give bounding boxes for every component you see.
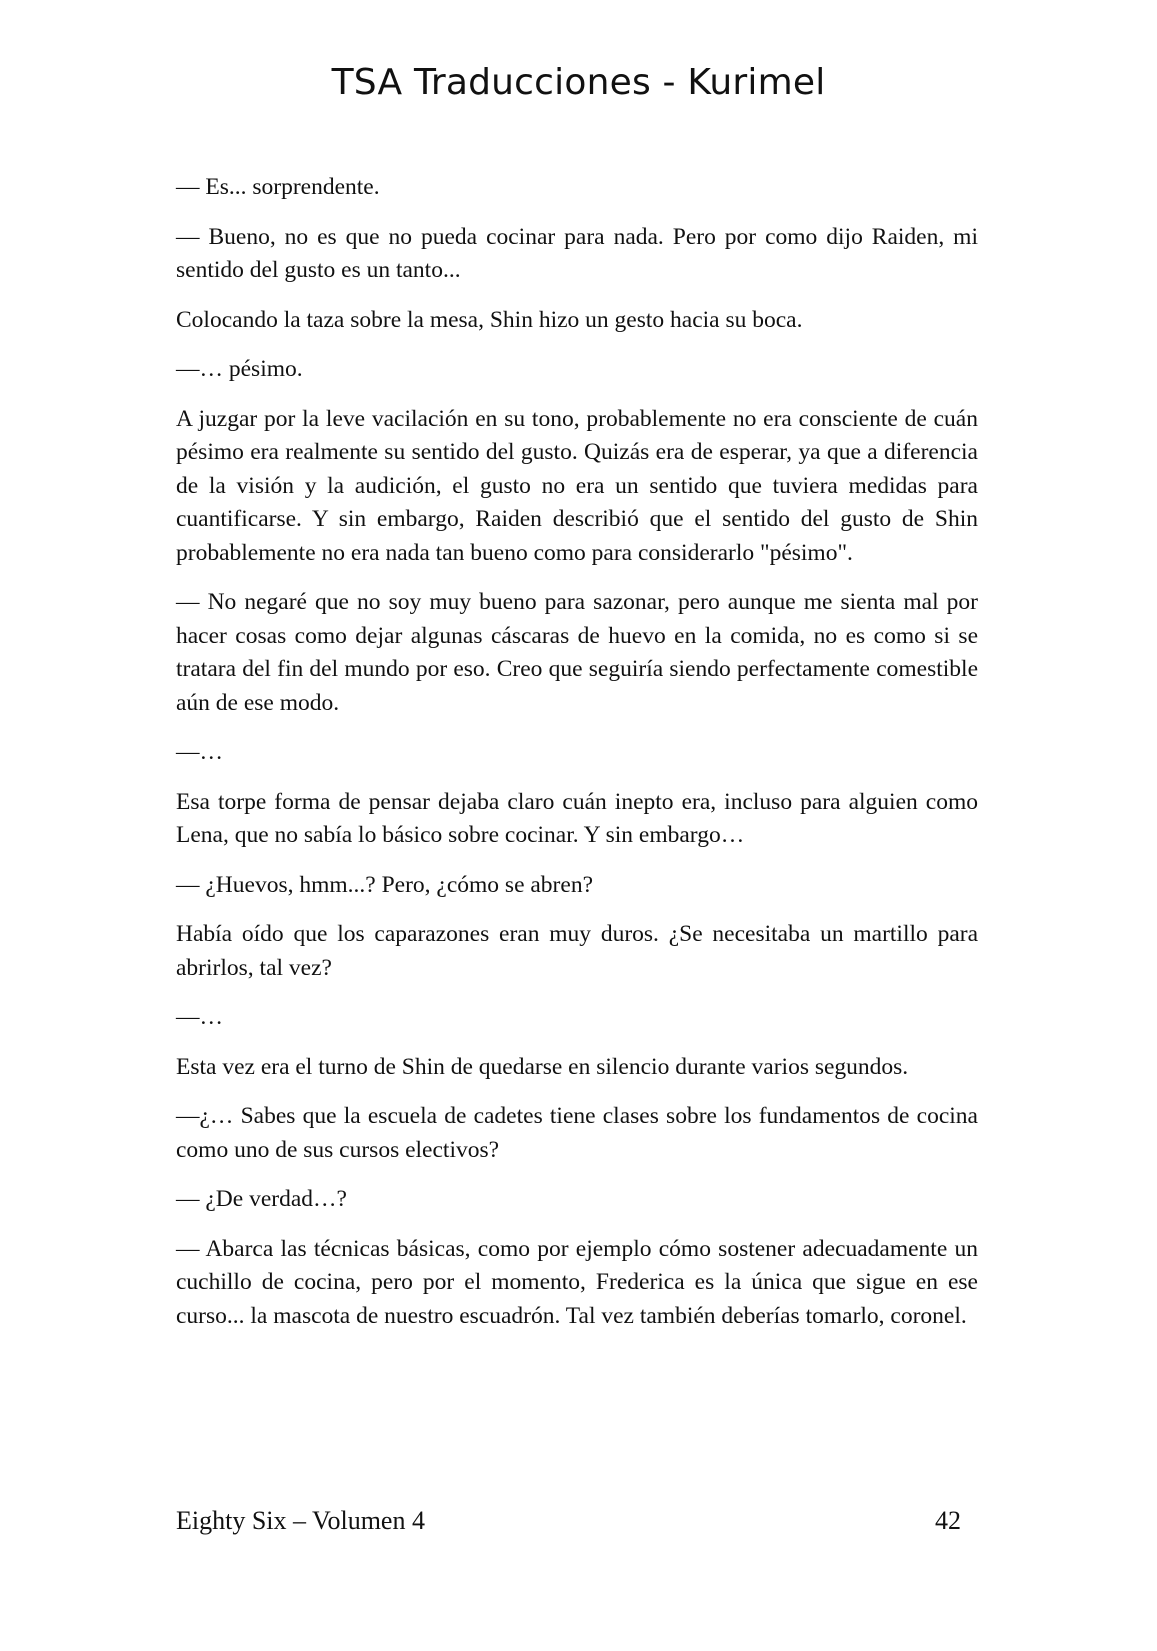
paragraph: Esta vez era el turno de Shin de quedarse en silencio durante varios segundos. [176,1053,909,1080]
paragraph: Esa torpe forma de pensar dejaba claro cuán inepto era, incluso para alguien como Lena, que no sabía lo básico sobre cocinar. Y sin embargo… [176,788,978,848]
page-number: 42 [935,1506,961,1535]
paragraph: — Abarca las técnicas básicas, como por ejemplo cómo sostener adecuadamente un cuchillo de cocina, pero por el momento, Frederica es la única que sigue en ese curso... la mascota de nuestro escuadrón. Tal vez también deberías tomarlo, coronel. [176,1235,978,1329]
paragraph: —… [176,1004,223,1030]
paragraph: — Bueno, no es que no pueda cocinar para nada. Pero por como dijo Raiden, mi sentido del gusto es un tanto... [176,223,978,283]
paragraph: —… [176,739,223,765]
paragraph: Había oído que los caparazones eran muy duros. ¿Se necesitaba un martillo para abrirlos, tal vez? [176,921,978,981]
body-text [176,171,978,1349]
paragraph: — Es... sorprendente. [176,174,380,200]
paragraph: — No negaré que no soy muy bueno para sazonar, pero aunque me sienta mal por hacer cosas como dejar algunas cáscaras de huevo en la comida, no es como si se tratara del fin del mundo por eso. Creo que seguiría siendo perfectamente comestible aún de ese modo. [176,589,978,716]
paragraph: —¿… Sabes que la escuela de cadetes tiene clases sobre los fundamentos de cocina como uno de sus cursos electivos? [176,1103,978,1163]
paragraph: — ¿De verdad…? [176,1186,347,1212]
footer-book-title: Eighty Six – Volumen 4 [176,1506,425,1535]
paragraph: A juzgar por la leve vacilación en su tono, probablemente no era consciente de cuán pésimo era realmente su sentido del gusto. Quizás era de esperar, ya que a diferencia de la visión y la audición, el gusto no era un sentido que tuviera medidas para cuantificarse. Y sin embargo, Raiden describió que el sentido del gusto de Shin probablemente no era nada tan bueno como para considerarlo "pésimo". [176,405,978,566]
paragraph: — ¿Huevos, hmm...? Pero, ¿cómo se abren? [176,871,593,898]
paragraph: Colocando la taza sobre la mesa, Shin hizo un gesto hacia su boca. [176,306,803,333]
page-header-title: TSA Traducciones - Kurimel [331,62,826,103]
paragraph: —… pésimo. [176,356,303,382]
page-footer [176,1506,961,1536]
